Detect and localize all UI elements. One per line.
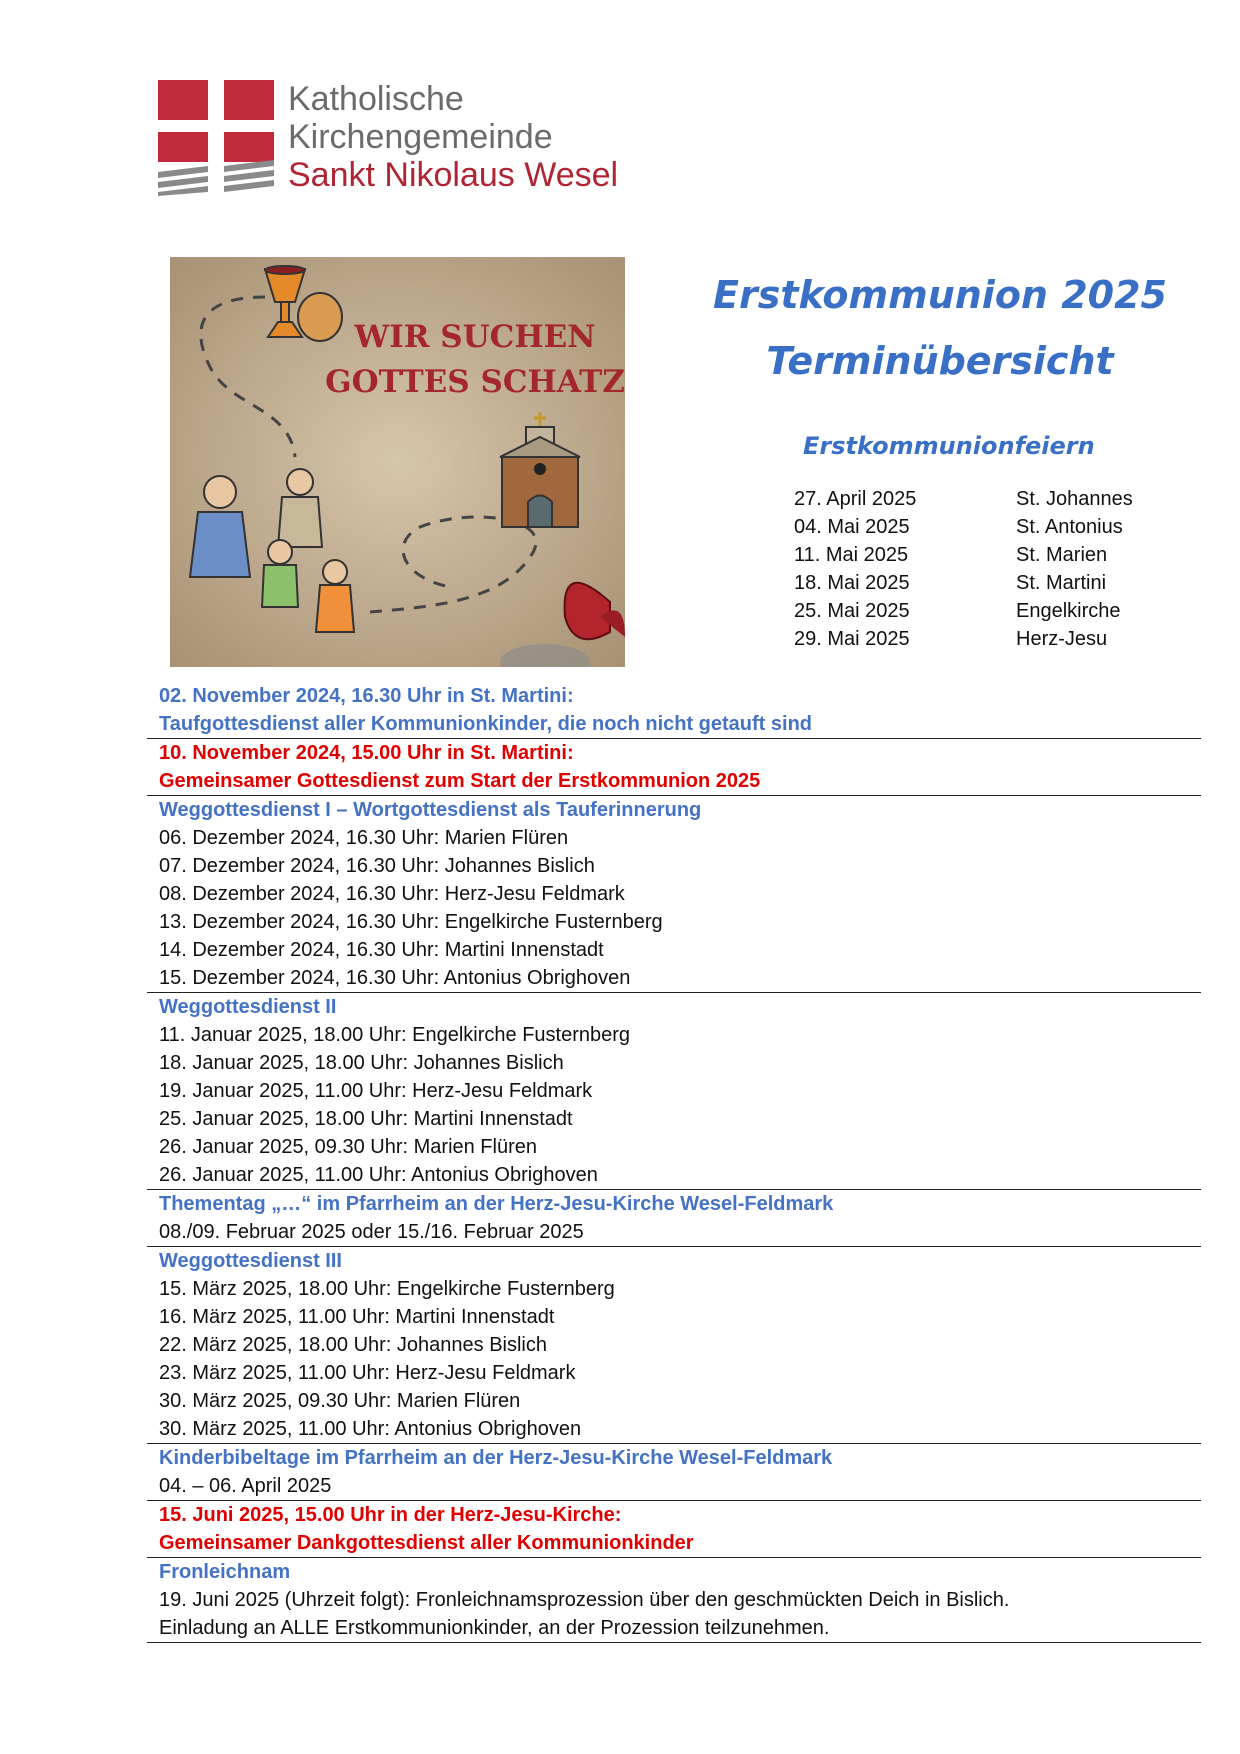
feier-date: 18. Mai 2025 xyxy=(794,572,910,594)
schedule-section xyxy=(147,1247,1201,1444)
schedule-entry: 15. Dezember 2024, 16.30 Uhr: Antonius Obrighoven xyxy=(159,967,631,989)
schedule-entry: 30. März 2025, 09.30 Uhr: Marien Flüren xyxy=(159,1390,521,1412)
schedule-section xyxy=(147,1444,1201,1501)
schedule-entry: 08. Dezember 2024, 16.30 Uhr: Herz-Jesu Feldmark xyxy=(159,883,625,905)
schedule-entry: 30. März 2025, 11.00 Uhr: Antonius Obrighoven xyxy=(159,1418,582,1440)
bread-icon xyxy=(298,293,342,341)
feier-place: Engelkirche xyxy=(1016,600,1121,622)
poster-headline-2: GOTTES SCHATZ xyxy=(325,364,625,400)
feier-place: Herz-Jesu xyxy=(1016,628,1108,650)
schedule-entry: 15. März 2025, 18.00 Uhr: Engelkirche Fusternberg xyxy=(159,1278,615,1300)
logo-line-3: Sankt Nikolaus Wesel xyxy=(288,156,619,194)
section-heading: Weggottesdienst III xyxy=(159,1250,342,1272)
section-heading: Weggottesdienst I – Wortgottesdienst als Tauferinnerung xyxy=(159,799,702,821)
section-heading: Fronleichnam xyxy=(159,1561,291,1583)
feier-date: 04. Mai 2025 xyxy=(794,516,910,538)
section-heading: 15. Juni 2025, 15.00 Uhr in der Herz-Jesu-Kirche: xyxy=(159,1504,622,1526)
section-heading: 02. November 2024, 16.30 Uhr in St. Martini: xyxy=(159,685,574,707)
erstkommunionfeiern-heading: Erstkommunionfeiern xyxy=(803,432,1095,460)
logo-line-1: Katholische xyxy=(288,80,464,118)
feier-place: St. Antonius xyxy=(1016,516,1123,538)
schedule-section xyxy=(147,796,1201,993)
feier-row xyxy=(794,569,1133,597)
title-line-2: Terminübersicht xyxy=(766,339,1114,383)
schedule-section xyxy=(147,682,1201,739)
document-title xyxy=(650,262,1230,394)
cross-logo-icon xyxy=(158,80,274,196)
schedule-entry: 06. Dezember 2024, 16.30 Uhr: Marien Flüren xyxy=(159,827,569,849)
schedule-entry: 11. Januar 2025, 18.00 Uhr: Engelkirche Fusternberg xyxy=(159,1024,631,1046)
logo-line-2: Kirchengemeinde xyxy=(288,118,553,156)
schedule-entry: 22. März 2025, 18.00 Uhr: Johannes Bislich xyxy=(159,1334,547,1356)
schedule-section xyxy=(147,1190,1201,1247)
schedule-entry: 18. Januar 2025, 18.00 Uhr: Johannes Bislich xyxy=(159,1052,564,1074)
feier-place: St. Marien xyxy=(1016,544,1108,566)
schedule-section xyxy=(147,1501,1201,1558)
feier-date: 29. Mai 2025 xyxy=(794,628,910,650)
feier-row xyxy=(794,485,1133,513)
feier-row xyxy=(794,541,1133,569)
feier-date: 27. April 2025 xyxy=(794,488,917,510)
section-heading: Thementag „…“ im Pfarrheim an der Herz-Jesu-Kirche Wesel-Feldmark xyxy=(159,1193,834,1215)
erstkommunionfeiern-list xyxy=(794,485,1133,653)
schedule-entry: 19. Januar 2025, 11.00 Uhr: Herz-Jesu Feldmark xyxy=(159,1080,593,1102)
feier-row xyxy=(794,597,1133,625)
section-heading: Kinderbibeltage im Pfarrheim an der Herz-Jesu-Kirche Wesel-Feldmark xyxy=(159,1447,833,1469)
schedule-entry: 25. Januar 2025, 18.00 Uhr: Martini Innenstadt xyxy=(159,1108,573,1130)
schedule-entry: 23. März 2025, 11.00 Uhr: Herz-Jesu Feldmark xyxy=(159,1362,576,1384)
schedule-entry: 07. Dezember 2024, 16.30 Uhr: Johannes Bislich xyxy=(159,855,595,877)
section-heading: Taufgottesdienst aller Kommunionkinder, die noch nicht getauft sind xyxy=(159,713,813,735)
schedule-entry: 08./09. Februar 2025 oder 15./16. Februar 2025 xyxy=(159,1221,584,1243)
schedule-entry: 26. Januar 2025, 09.30 Uhr: Marien Flüren xyxy=(159,1136,537,1158)
schedule-section xyxy=(147,739,1201,796)
schedule-entry: Einladung an ALLE Erstkommunionkinder, an der Prozession teilzunehmen. xyxy=(159,1617,830,1639)
feier-date: 25. Mai 2025 xyxy=(794,600,910,622)
schedule-entry: 26. Januar 2025, 11.00 Uhr: Antonius Obrighoven xyxy=(159,1164,598,1186)
feier-date: 11. Mai 2025 xyxy=(794,544,909,566)
title-line-1: Erstkommunion 2025 xyxy=(713,273,1167,317)
feier-row xyxy=(794,625,1133,653)
treasure-poster-image xyxy=(170,257,625,667)
schedule-section xyxy=(147,1558,1201,1643)
section-heading: Gemeinsamer Gottesdienst zum Start der Erstkommunion 2025 xyxy=(159,770,761,792)
section-heading: 10. November 2024, 15.00 Uhr in St. Martini: xyxy=(159,742,574,764)
schedule-section xyxy=(147,993,1201,1190)
schedule-entry: 19. Juni 2025 (Uhrzeit folgt): Fronleichnamsprozession über den geschmückten Deich in Bislich. xyxy=(159,1589,1010,1611)
feier-row xyxy=(794,513,1133,541)
schedule-entry: 13. Dezember 2024, 16.30 Uhr: Engelkirche Fusternberg xyxy=(159,911,663,933)
section-heading: Gemeinsamer Dankgottesdienst aller Kommunionkinder xyxy=(159,1532,694,1554)
feier-place: St. Johannes xyxy=(1016,488,1133,510)
feier-place: St. Martini xyxy=(1016,572,1107,594)
parish-logo xyxy=(158,80,628,200)
schedule-list xyxy=(147,682,1201,1643)
poster-headline-1: WIR SUCHEN xyxy=(354,319,596,355)
schedule-entry: 14. Dezember 2024, 16.30 Uhr: Martini Innenstadt xyxy=(159,939,604,961)
schedule-entry: 04. – 06. April 2025 xyxy=(159,1475,332,1497)
schedule-entry: 16. März 2025, 11.00 Uhr: Martini Innenstadt xyxy=(159,1306,555,1328)
section-heading: Weggottesdienst II xyxy=(159,996,337,1018)
